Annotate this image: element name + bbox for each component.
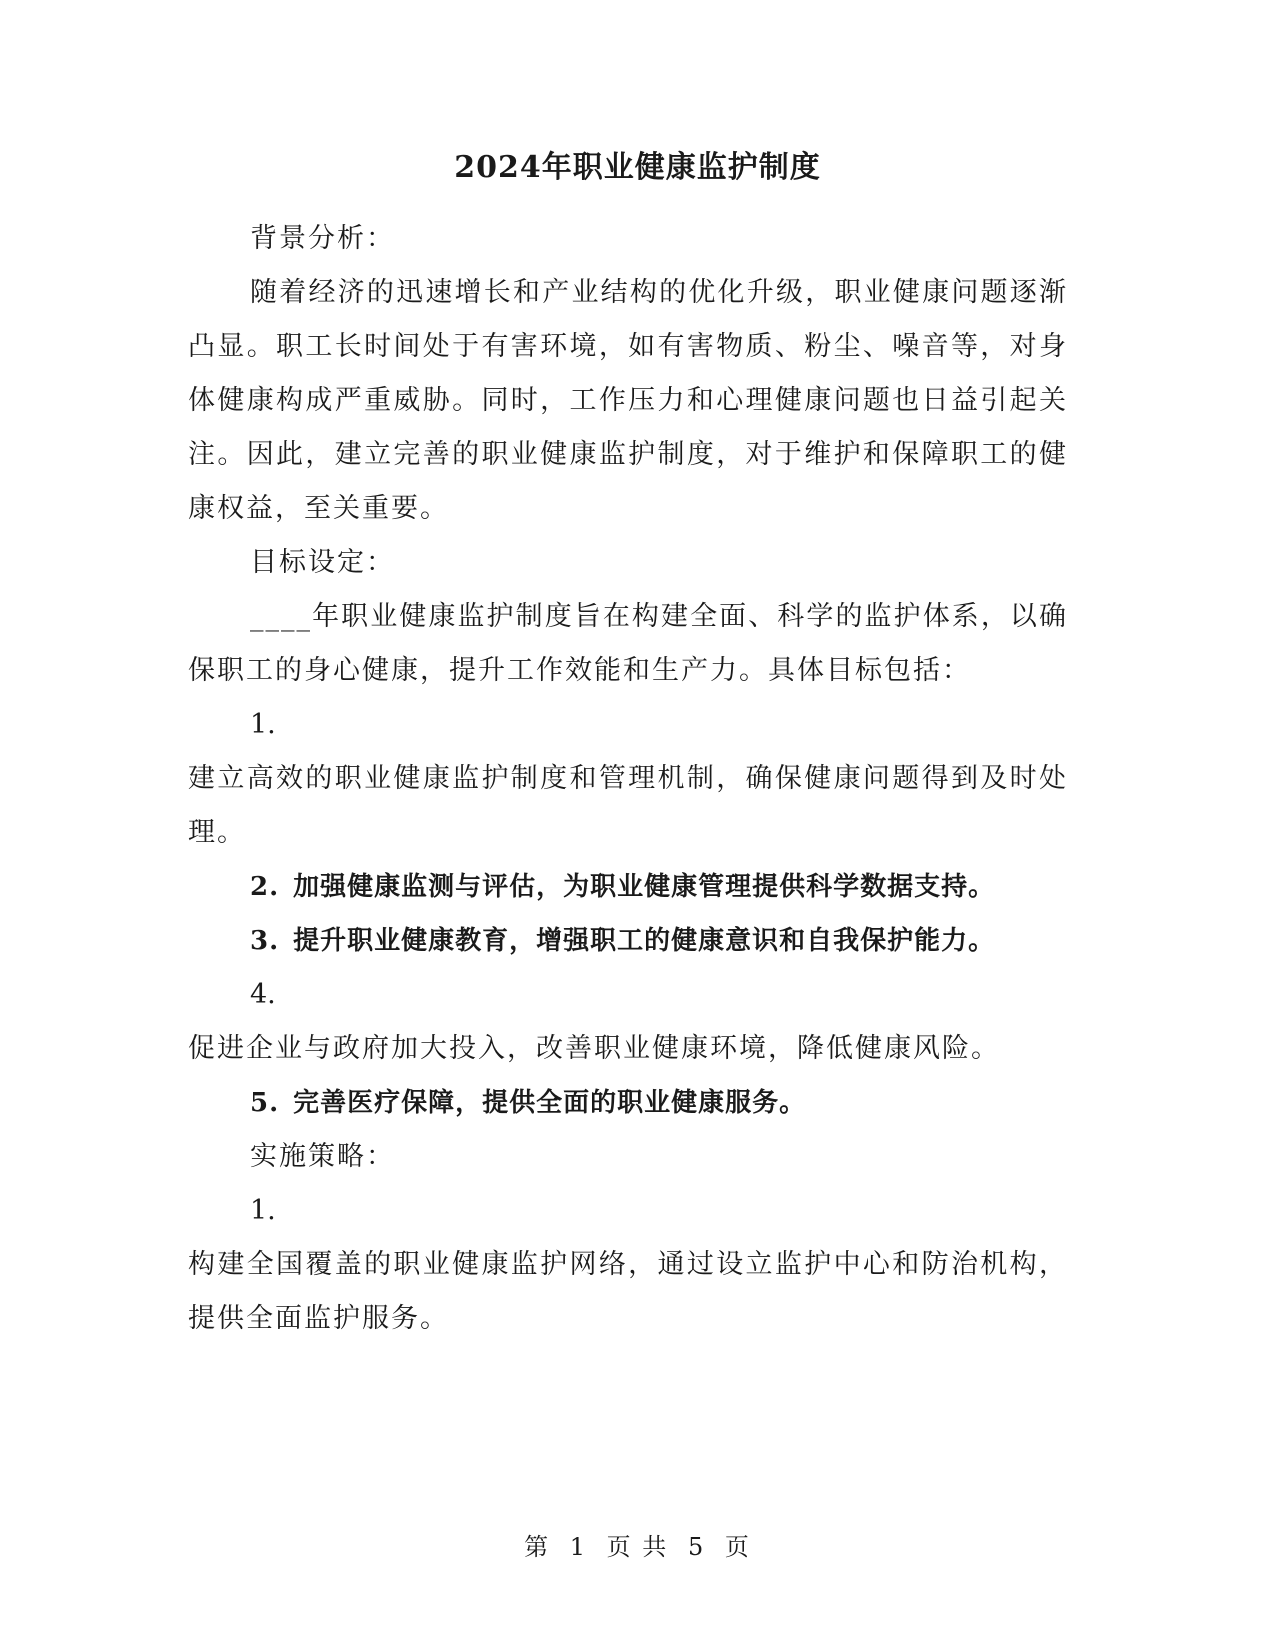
strategy-1-number: 1. — [250, 1195, 276, 1226]
footer-suffix: 页 — [724, 1533, 751, 1561]
goal-5-item — [188, 1076, 1068, 1130]
goals-heading: 目标设定： — [250, 547, 395, 578]
goals-intro-paragraph: ____年职业健康监护制度旨在构建全面、科学的监护体系，以确保职工的身心健康，提升工作效能和生产力。具体目标包括： — [188, 601, 1068, 686]
goal-5-number: 5. — [250, 1088, 280, 1118]
goal-2-item — [188, 860, 1068, 914]
page-footer — [0, 1532, 1275, 1562]
goal-1-text: 建立高效的职业健康监护制度和管理机制，确保健康问题得到及时处理。 — [188, 763, 1068, 848]
goal-2-number: 2. — [250, 872, 280, 902]
footer-prefix: 第 — [524, 1533, 551, 1561]
goal-4-number: 4. — [250, 979, 276, 1010]
strategy-heading: 实施策略： — [250, 1141, 395, 1172]
footer-middle: 页 共 — [606, 1533, 669, 1561]
goal-3-number: 3. — [250, 926, 280, 956]
document-body — [188, 212, 1068, 1346]
goal-3-text: 提升职业健康教育，增强职工的健康意识和自我保护能力。 — [293, 926, 996, 956]
goal-5-text: 完善医疗保障，提供全面的职业健康服务。 — [293, 1088, 807, 1118]
background-paragraph: 随着经济的迅速增长和产业结构的优化升级，职业健康问题逐渐凸显。职工长时间处于有害环境，如有害物质、粉尘、噪音等，对身体健康构成严重威胁。同时，工作压力和心理健康问题也日益引起关注。因此，建立完善的职业健康监护制度，对于维护和保障职工的健康权益，至关重要。 — [188, 277, 1068, 524]
footer-current-page: 1 — [569, 1533, 588, 1561]
strategy-1-text: 构建全国覆盖的职业健康监护网络，通过设立监护中心和防治机构，提供全面监护服务。 — [188, 1249, 1068, 1334]
background-heading: 背景分析： — [250, 223, 395, 254]
goal-3-item — [188, 914, 1068, 968]
goal-1-number: 1. — [250, 709, 276, 740]
document-title: 2024年职业健康监护制度 — [454, 150, 821, 185]
goal-2-text: 加强健康监测与评估，为职业健康管理提供科学数据支持。 — [293, 872, 996, 902]
goal-4-text: 促进企业与政府加大投入，改善职业健康环境，降低健康风险。 — [188, 1033, 1000, 1064]
footer-total-pages: 5 — [687, 1533, 706, 1561]
